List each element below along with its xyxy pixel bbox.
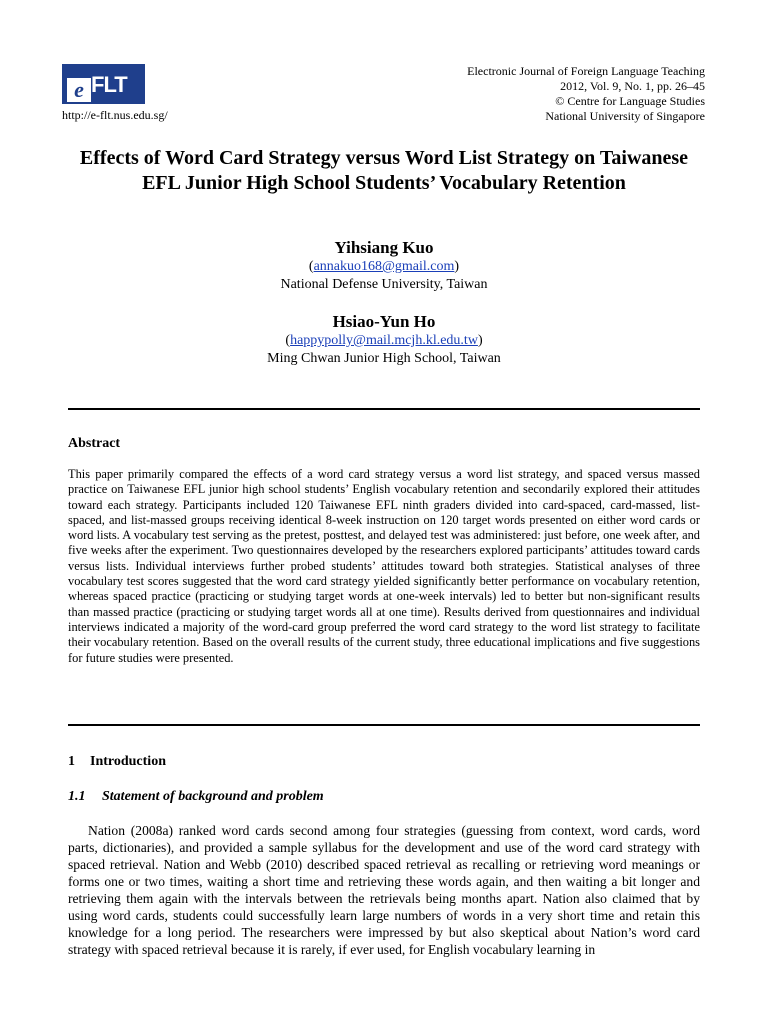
logo-flt: FLT (91, 72, 127, 97)
author-block-2 (68, 312, 700, 368)
journal-issue: 2012, Vol. 9, No. 1, pp. 26–45 (560, 79, 705, 93)
author-block-1 (68, 238, 700, 294)
abstract-text: This paper primarily compared the effects of a word card strategy versus a word list strategy, and spaced versus massed practice on Taiwanese EFL junior high school students’ English vocabulary retention and secondarily explored their attitudes toward each strategy. Participants included 120 Taiwanese EFL ninth graders divided into card-spaced, card-massed, list-spaced, and list-massed groups receiving identical 8-week instruction on 120 target words presented on either word cards or word lists. A vocabulary test serving as the pretest, posttest, and delayed test was administered: just before, one week after, and five weeks after the experiment. Two questionnaires developed by the researchers explored participants’ attitudes toward cards versus lists. Individual interviews further probed students’ attitudes toward both strategies. Statistical analyses of three vocabulary test scores suggested that the word card strategy yielded significantly better performance on vocabulary retention, whereas spaced practice (practicing or studying target words at one-week intervals) led to better but non-significant results than massed practice (practicing or studying target words all at one time). Results derived from questionnaires and individual interviews indicated a majority of the word-card group preferred the word card strategy to the word list strategy to facilitate their vocabulary retention. Based on the overall results of the current study, three educational implications and five suggestions for future studies were presented. (68, 467, 700, 665)
section-number: 1 (68, 754, 75, 769)
author-affiliation: National Defense University, Taiwan (280, 277, 488, 292)
intro-paragraph: Nation (2008a) ranked word cards second among four strategies (guessing from context, word cards, word parts, dictionaries), and provided a sample syllabus for the development and use of the word card strategy with spaced retrieval. Nation and Webb (2010) described spaced retrieval as recalling or retrieving word meanings or forms one or two times, waiting a short time and retrieving these words again, and then waiting a bit longer and retrieving them again with the intervals between the retrievals being months apart. Nation also claimed that by using word cards, students could successfully learn large numbers of words in a very short time and retain this knowledge for a long period. The researchers were impressed by but also skeptical about Nation’s word card strategy with spaced retrieval because it is rarely, if ever used, for English vocabulary learning in (68, 823, 700, 957)
author-email-line: (annakuo168@gmail.com) (308, 259, 460, 274)
journal-info (467, 64, 705, 124)
subsection-heading (68, 789, 324, 805)
journal-logo (62, 64, 145, 104)
author-email-link[interactable]: annakuo168@gmail.com (313, 259, 455, 274)
paper-title: Effects of Word Card Strategy versus Word List Strategy on Taiwanese EFL Junior High School Students’ Vocabulary Retention (79, 147, 689, 194)
author-email-line: (happypolly@mail.mcjh.kl.edu.tw) (285, 333, 483, 348)
journal-name: Electronic Journal of Foreign Language Teaching (467, 64, 705, 78)
section-heading (68, 754, 166, 770)
abstract-heading: Abstract (68, 436, 121, 451)
journal-publisher: National University of Singapore (545, 109, 705, 123)
subsection-title: Statement of background and problem (102, 789, 324, 804)
logo-e: e (67, 78, 91, 102)
author-email-link[interactable]: happypolly@mail.mcjh.kl.edu.tw (290, 333, 478, 348)
bottom-divider (68, 724, 700, 726)
journal-url[interactable]: http://e-flt.nus.edu.sg/ (62, 108, 168, 122)
author-name: Yihsiang Kuo (334, 238, 434, 257)
section-title: Introduction (90, 754, 166, 769)
author-name: Hsiao-Yun Ho (332, 312, 436, 331)
author-affiliation: Ming Chwan Junior High School, Taiwan (267, 351, 501, 366)
top-divider (68, 408, 700, 410)
subsection-number: 1.1 (68, 789, 86, 804)
journal-copyright: © Centre for Language Studies (555, 94, 705, 108)
